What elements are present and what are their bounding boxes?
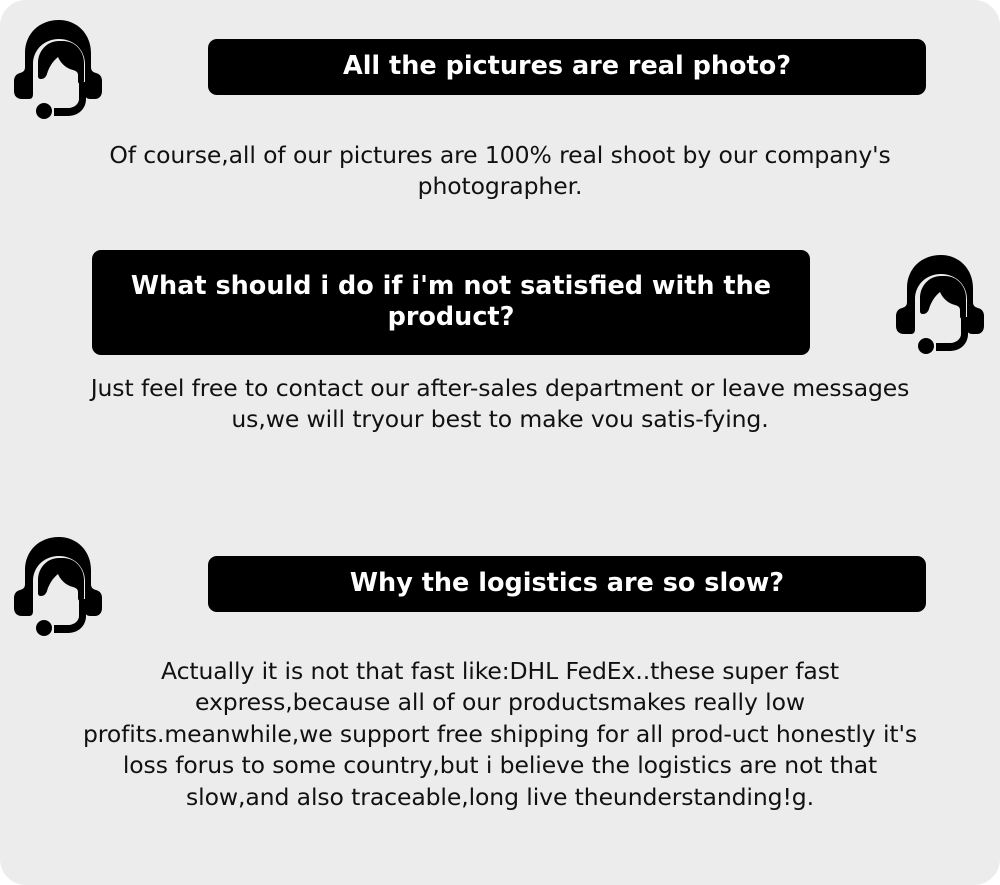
faq-question-bar: All the pictures are real photo? [208,39,926,95]
headset-agent-icon [882,243,1000,361]
faq-question-row [0,525,1000,643]
faq-answer: Of course,all of our pictures are 100% real shoot by our company's photographer. [109,141,891,201]
faq-item-1 [0,8,1000,203]
headset-agent-icon [0,8,118,126]
faq-question-bar: What should i do if i'm not satisfied with the product? [92,250,810,355]
faq-item-2 [0,243,1000,436]
faq-question-row [0,8,1000,126]
faq-item-3 [0,525,1000,813]
faq-question-row [0,243,1000,361]
faq-question-bar: Why the logistics are so slow? [208,556,926,612]
faq-answer: Actually it is not that fast like:DHL FedEx..these super fast express,because all of our productsmakes really low profits.meanwhile,we support free shipping for all prod-uct honestly it's loss forus to some country,but i believe the logistics are not that slow,and also traceable,long live theunderstanding!g. [82,657,918,811]
faq-answer: Just feel free to contact our after-sales department or leave messages us,we will tryour best to make vou satis-fying. [90,374,910,434]
headset-agent-icon [0,525,118,643]
